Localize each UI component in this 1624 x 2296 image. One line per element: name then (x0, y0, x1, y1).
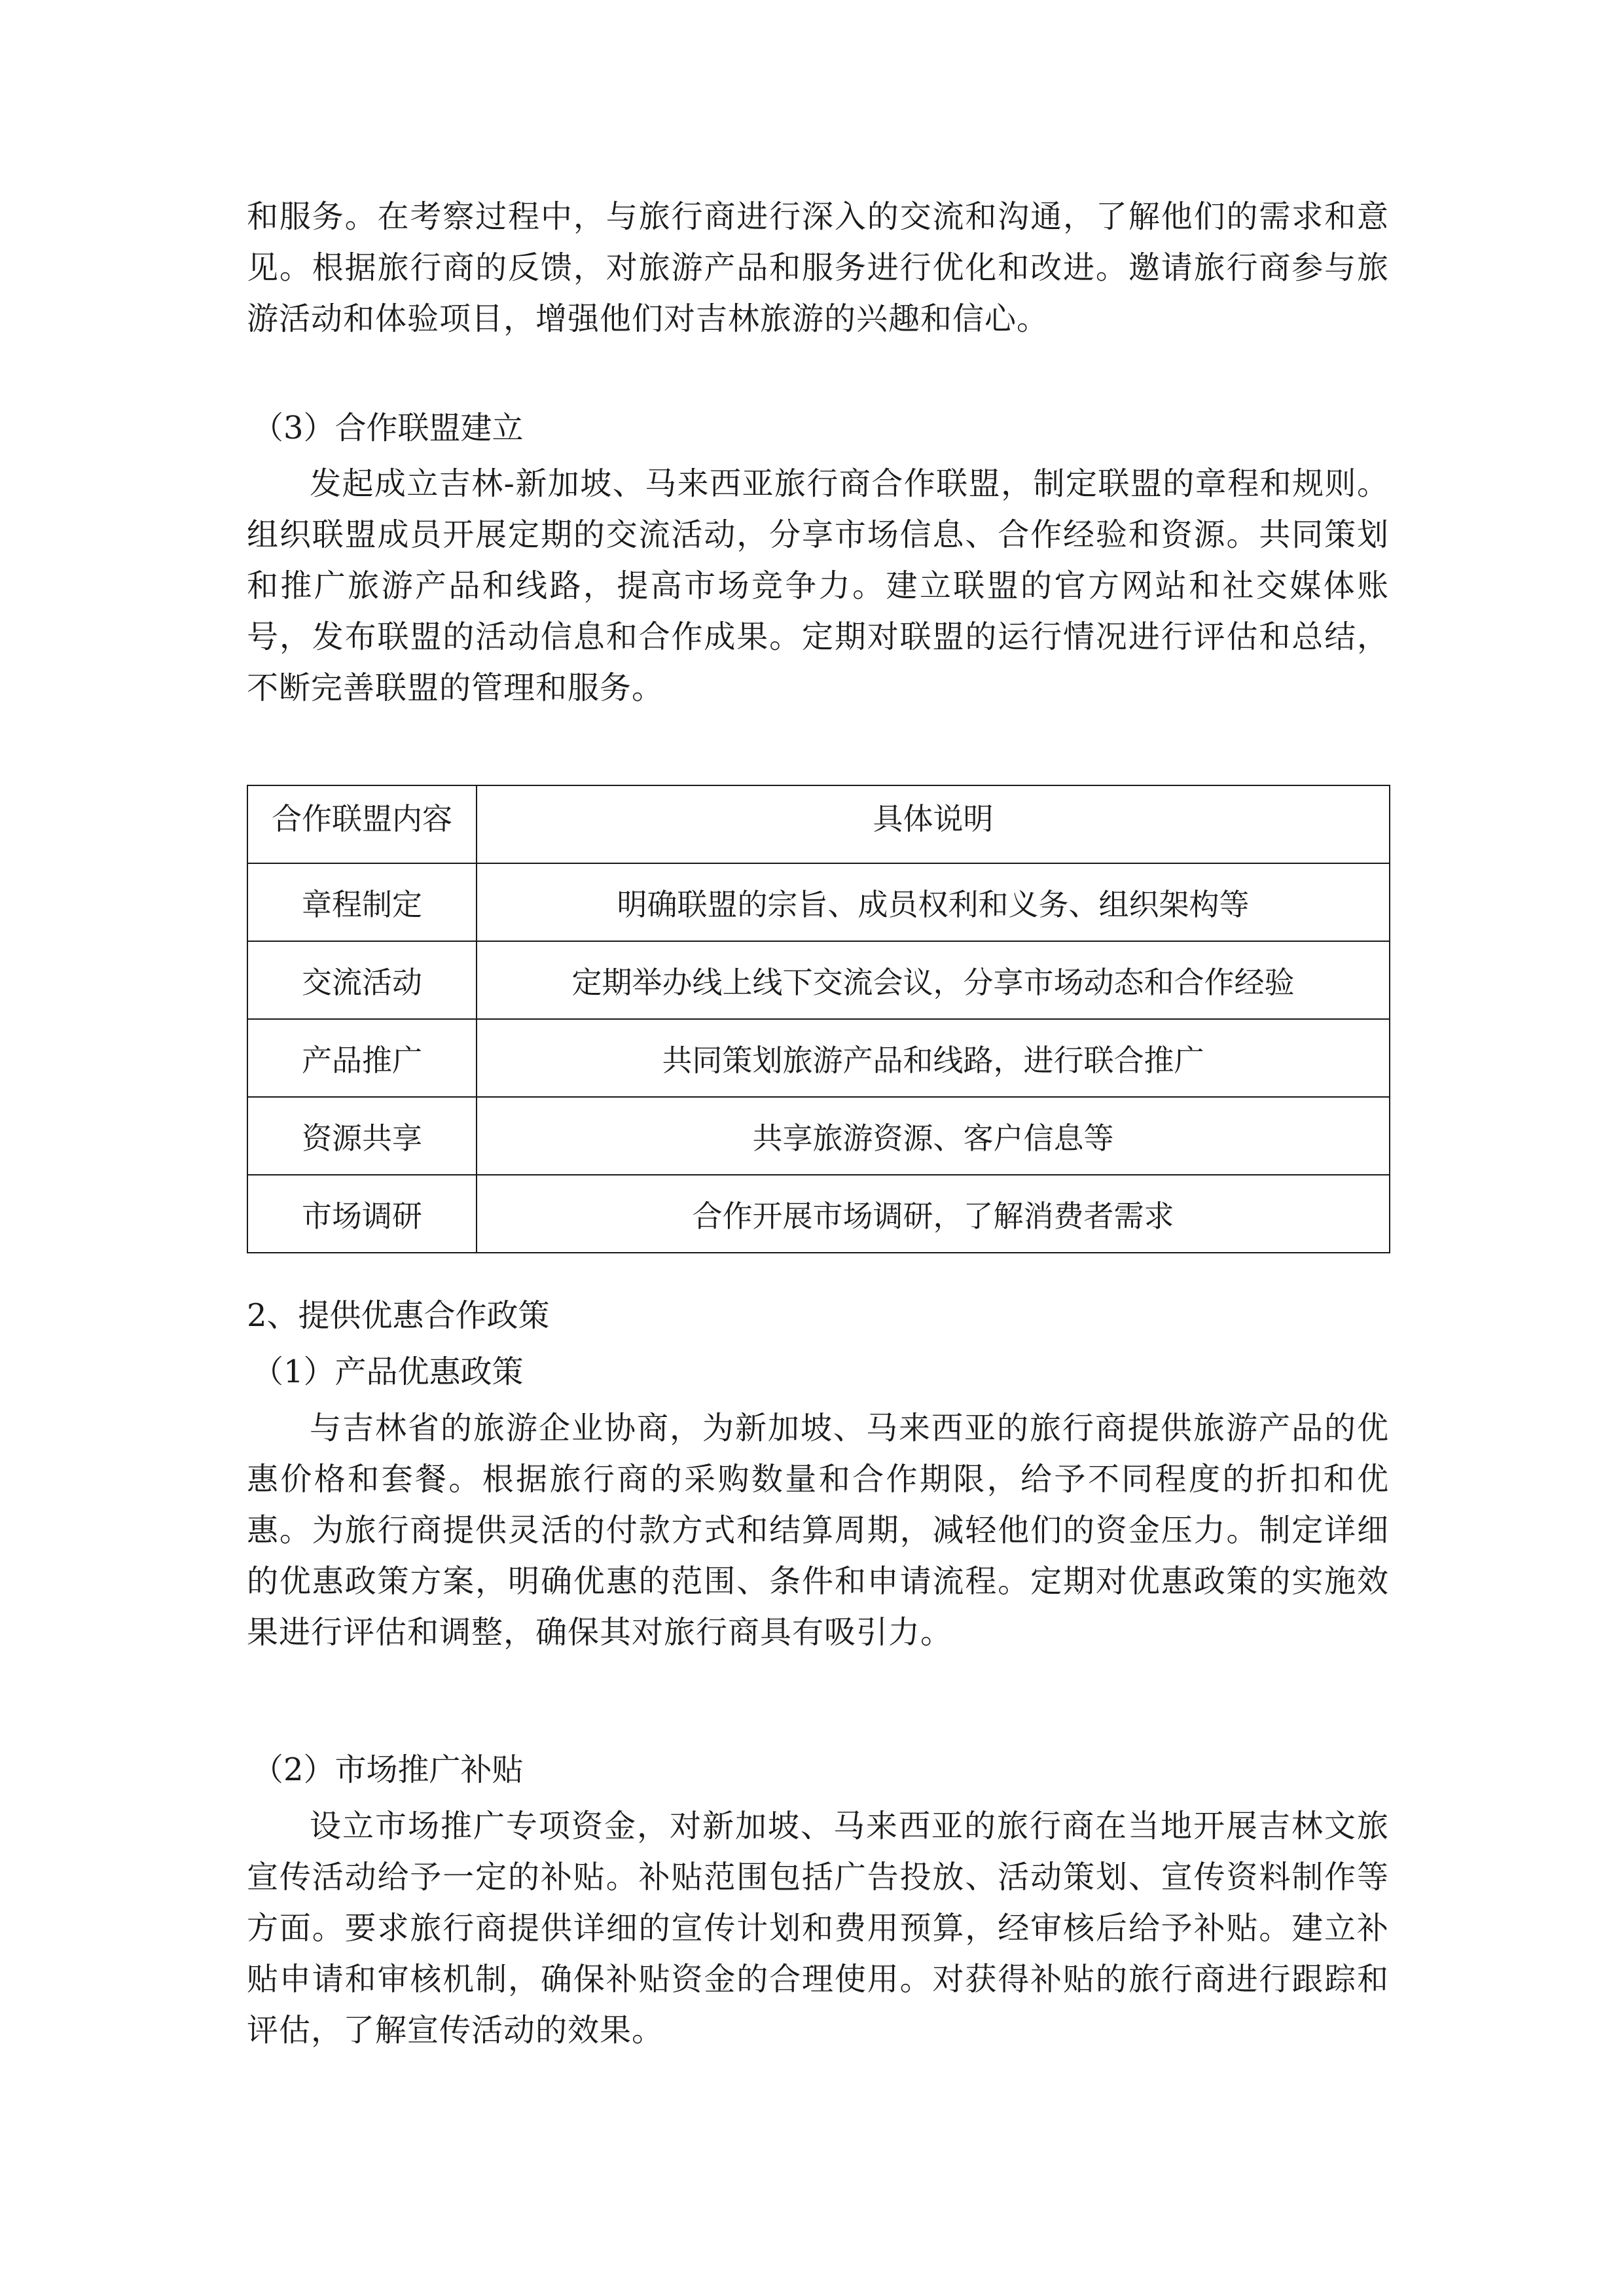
table-row (247, 941, 1390, 1019)
table-header-row (247, 785, 1390, 863)
section-3-paragraph: 发起成立吉林-新加坡、马来西亚旅行商合作联盟，制定联盟的章程和规则。组织联盟成员开展定期的交流活动，分享市场信息、合作经验和资源。共同策划和推广旅游产品和线路，提高市场竞争力。建立联盟的官方网站和社交媒体账号，发布联盟的活动信息和合作成果。定期对联盟的运行情况进行评估和总结，不断完善联盟的管理和服务。 (247, 465, 1389, 706)
table-row (247, 863, 1390, 941)
table-header-description: 具体说明 (477, 785, 1390, 863)
table-cell-item: 交流活动 (247, 941, 477, 1019)
table-cell-description: 明确联盟的宗旨、成员权利和义务、组织架构等 (477, 863, 1390, 941)
intro-paragraph: 和服务。在考察过程中，与旅行商进行深入的交流和沟通，了解他们的需求和意见。根据旅行商的反馈，对旅游产品和服务进行优化和改进。邀请旅行商参与旅游活动和体验项目，增强他们对吉林旅游的兴趣和信心。 (247, 198, 1389, 337)
section-2-1-heading: （1）产品优惠政策 (252, 1354, 524, 1390)
table-header-content: 合作联盟内容 (247, 785, 477, 863)
table-cell-item: 市场调研 (247, 1175, 477, 1253)
table-cell-description: 共同策划旅游产品和线路，进行联合推广 (477, 1019, 1390, 1097)
section-2-1-paragraph: 与吉林省的旅游企业协商，为新加坡、马来西亚的旅行商提供旅游产品的优惠价格和套餐。根据旅行商的采购数量和合作期限，给予不同程度的折扣和优惠。为旅行商提供灵活的付款方式和结算周期，减轻他们的资金压力。制定详细的优惠政策方案，明确优惠的范围、条件和申请流程。定期对优惠政策的实施效果进行评估和调整，确保其对旅行商具有吸引力。 (247, 1410, 1389, 1651)
table-cell-item: 章程制定 (247, 863, 477, 941)
section-2-2-heading: （2）市场推广补贴 (252, 1751, 524, 1788)
table-cell-item: 产品推广 (247, 1019, 477, 1097)
alliance-table (247, 785, 1390, 1253)
table-row (247, 1097, 1390, 1175)
section-2-heading: 2、提供优惠合作政策 (247, 1297, 550, 1334)
table-cell-description: 合作开展市场调研，了解消费者需求 (477, 1175, 1390, 1253)
table-row (247, 1175, 1390, 1253)
table-cell-description: 共享旅游资源、客户信息等 (477, 1097, 1390, 1175)
table-cell-item: 资源共享 (247, 1097, 477, 1175)
table-row (247, 1019, 1390, 1097)
section-3-heading: （3）合作联盟建立 (252, 410, 524, 446)
section-2-2-paragraph: 设立市场推广专项资金，对新加坡、马来西亚的旅行商在当地开展吉林文旅宣传活动给予一定的补贴。补贴范围包括广告投放、活动策划、宣传资料制作等方面。要求旅行商提供详细的宣传计划和费用预算，经审核后给予补贴。建立补贴申请和审核机制，确保补贴资金的合理使用。对获得补贴的旅行商进行跟踪和评估，了解宣传活动的效果。 (247, 1808, 1389, 2049)
table-cell-description: 定期举办线上线下交流会议，分享市场动态和合作经验 (477, 941, 1390, 1019)
